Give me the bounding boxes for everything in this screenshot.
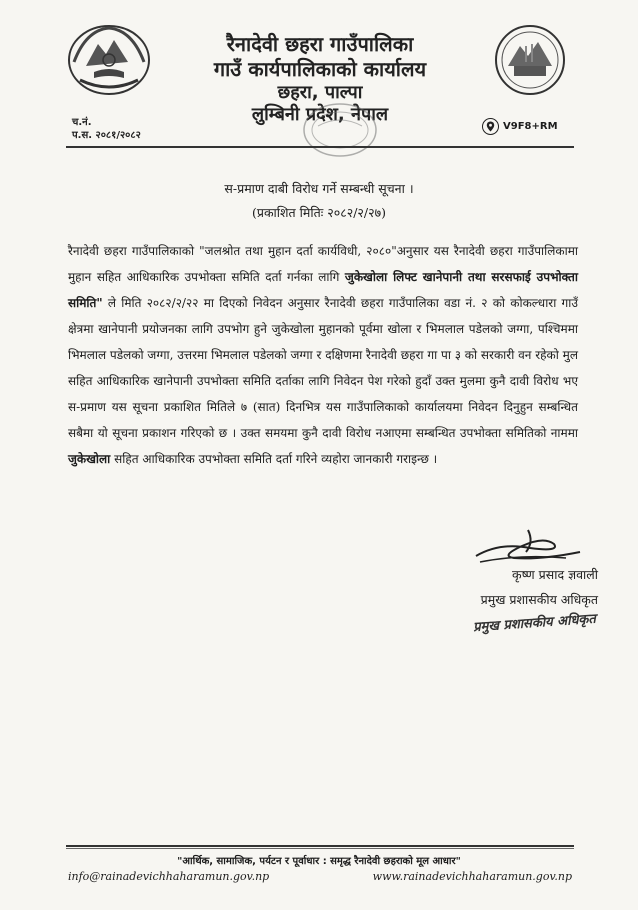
footer-website[interactable]: www.rainadevichhaharamun.gov.np <box>372 870 572 883</box>
nepal-emblem-icon <box>66 22 152 98</box>
source-name: जुकेखोला <box>68 452 111 466</box>
signatory-designation: प्रमुख प्रशासकीय अधिकृत <box>480 592 598 607</box>
municipality-name: रैनादेवी छहरा गाउँपालिका <box>226 32 414 56</box>
fiscal-year: प.स. २०८१/२०८२ <box>72 130 141 141</box>
footer-divider <box>66 845 574 847</box>
footer-divider-thin <box>66 848 574 849</box>
body-part-3: सहित आधिकारिक उपभोक्ता समिति दर्ता गरिने व्यहोरा जानकारी गराइन्छ । <box>110 452 438 466</box>
body-part-1: रैनादेवी छहरा गाउँपालिकाको "जलश्रोत तथा मुहान दर्ता कार्यविधी, २०८०"अनुसार यस रैनादेवी छहरा गाउँपालिकामा मुहान सहित आधिकारिक उपभोक्ता समिति दर्ता गर्नका लागि <box>68 244 578 284</box>
signature <box>470 522 586 568</box>
body-part-2: ले मिति २०८२/२/२२ मा दिएको निवेदन अनुसार रैनादेवी छहरा गाउँपालिका वडा नं. २ को कोकल्धारा गाउँ क्षेत्रमा खानेपानी प्रयोजनका लागि उपभोग हुने जुकेखोला मुहानको पूर्वमा खोला र भिमलाल पडेलको जग्गा, पश्चिममा भिमलाल पडेलको जग्गा, उत्तरमा भिमलाल पडेलको जग्गा र दक्षिणमा रैनादेवी छहरा गा पा ३ को सरकारी वन रहेको मुल सहित आधिकारिक खानेपानी उपभोक्ता समिति दर्ताका लागि निवेदन पेश गरेको हुदाँ उक्त मुलमा कुनै दावी विरोध भए स-प्रमाण यस सूचना प्रकाशित मितिले ७ (सात) दिनभित्र यस गाउँपालिकाको कार्यालयमा निवेदन दिनुहुन सम्बन्धित सबैमा यो सूचना प्रकाशन गरिएको छ । उक्त समयमा कुनै दावी विरोध नआएमा सम्बन्धित उपभोक्ता समितिको नाममा <box>68 296 578 440</box>
footer-email[interactable]: info@rainadevichhaharamun.gov.np <box>68 870 270 883</box>
office-stamp <box>300 100 380 160</box>
signatory-name: कृष्ण प्रसाद ज्ञवाली <box>512 567 598 582</box>
designation-stamp: प्रमुख प्रशासकीय अधिकृत <box>472 611 597 636</box>
location-pin-icon <box>482 118 499 135</box>
header-divider <box>66 146 574 148</box>
notice-title: स-प्रमाण दाबी विरोध गर्ने सम्बन्धी सूचना । <box>224 181 414 196</box>
office-name: गाउँ कार्यपालिकाको कार्यालय <box>213 57 427 81</box>
committee-name: जुकेखोला लिफ्ट खानेपानी तथा सरसफाई उपभोक्ता समिति" <box>68 270 579 310</box>
office-location: छहरा, पाल्पा <box>277 82 363 103</box>
province-country: लुम्बिनी प्रदेश, नेपाल <box>251 104 389 125</box>
location-code <box>482 118 558 135</box>
plus-code: V9F8+RM <box>503 121 558 132</box>
municipality-logo-icon <box>486 22 574 98</box>
notice-body <box>68 238 578 472</box>
reference-number: च.नं. <box>72 117 92 128</box>
notice-published-date: (प्रकाशित मितिः २०८२/२/२७) <box>251 205 387 220</box>
footer-motto: "आर्थिक, सामाजिक, पर्यटन र पूर्वाधार : समृद्ध रैनादेवी छहराको मूल आधार" <box>177 856 461 867</box>
